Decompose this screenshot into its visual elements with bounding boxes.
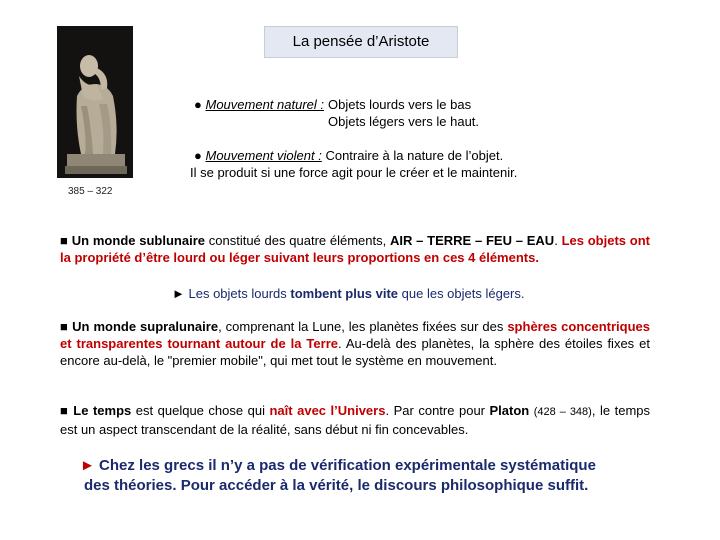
mouvement-violent xyxy=(194,147,574,164)
black-dot-icon: ● xyxy=(194,148,202,163)
conclusion xyxy=(80,456,680,496)
tombent-bold: tombent plus vite xyxy=(290,286,399,301)
sublunaire-red: Les objets ont la propriété d’être lourd ou léger suivant leurs proportions en ces 4 éléments. xyxy=(60,233,650,265)
mouvement-naturel xyxy=(194,96,554,113)
supralunaire-text2: . Au-delà des planètes, la sphère des étoiles fixes et encore au-delà, le "premier mobile", qui met tout le système en mouvement. xyxy=(60,336,650,368)
temps-paragraph xyxy=(60,402,650,438)
page-title: La pensée d’Aristote xyxy=(264,26,458,58)
naturel-line1: Objets lourds vers le bas xyxy=(328,97,472,112)
supralunaire-paragraph xyxy=(60,318,650,369)
black-dot-icon: ● xyxy=(194,97,202,112)
violent-line2: Il se produit si une force agit pour le créer et le maintenir. xyxy=(190,165,518,180)
conclusion-line1: Chez les grecs il n’y a pas de vérification expérimentale systématique xyxy=(99,457,596,474)
temps-bold: Le temps xyxy=(73,403,132,418)
right-triangle-icon: ► xyxy=(172,286,185,301)
mouvement-naturel-label: Mouvement naturel : xyxy=(205,97,324,112)
platon: Platon xyxy=(489,403,530,418)
aristotle-statue-image xyxy=(57,26,133,178)
temps-text2: . Par contre pour xyxy=(385,403,490,418)
temps-text3: , le temps est un aspect transcendant de la réalité, sans début ni fin concevables. xyxy=(60,403,650,437)
temps-red: naît avec l’Univers xyxy=(269,403,386,418)
supralunaire-red: sphères concentriques et transparentes tournant autour de la Terre xyxy=(60,319,650,351)
supralunaire-bold: Un monde supralunaire xyxy=(72,319,219,334)
tombent-text2: que les objets légers. xyxy=(398,286,525,301)
platon-dates: (428 – 348) xyxy=(533,406,592,418)
conclusion-line2: des théories. Pour accéder à la vérité, le discours philosophique suffit. xyxy=(84,477,589,494)
temps-text1: est quelque chose qui xyxy=(131,403,270,418)
right-triangle-icon: ► xyxy=(80,457,95,474)
conclusion-line1-row xyxy=(80,456,680,476)
sublunaire-text1: constitué des quatre éléments, xyxy=(204,233,391,248)
black-square-icon: ■ xyxy=(60,319,69,334)
elements-list: AIR – TERRE – FEU – EAU xyxy=(390,233,555,248)
violent-line1: Contraire à la nature de l’objet. xyxy=(325,148,504,163)
sublunaire-bold: Un monde sublunaire xyxy=(71,233,205,248)
sublunaire-text2: . xyxy=(554,233,562,248)
black-square-icon: ■ xyxy=(60,403,69,418)
image-caption: 385 – 322 xyxy=(68,186,113,197)
tombent-text1: Les objets lourds xyxy=(188,286,291,301)
naturel-line2: Objets légers vers le haut. xyxy=(328,114,480,129)
sublunaire-paragraph xyxy=(60,232,650,266)
supralunaire-text1: , comprenant la Lune, les planètes fixées sur des xyxy=(218,319,508,334)
tombent-line xyxy=(172,285,525,302)
mouvement-violent-label: Mouvement violent : xyxy=(205,148,322,163)
black-square-icon: ■ xyxy=(60,233,69,248)
